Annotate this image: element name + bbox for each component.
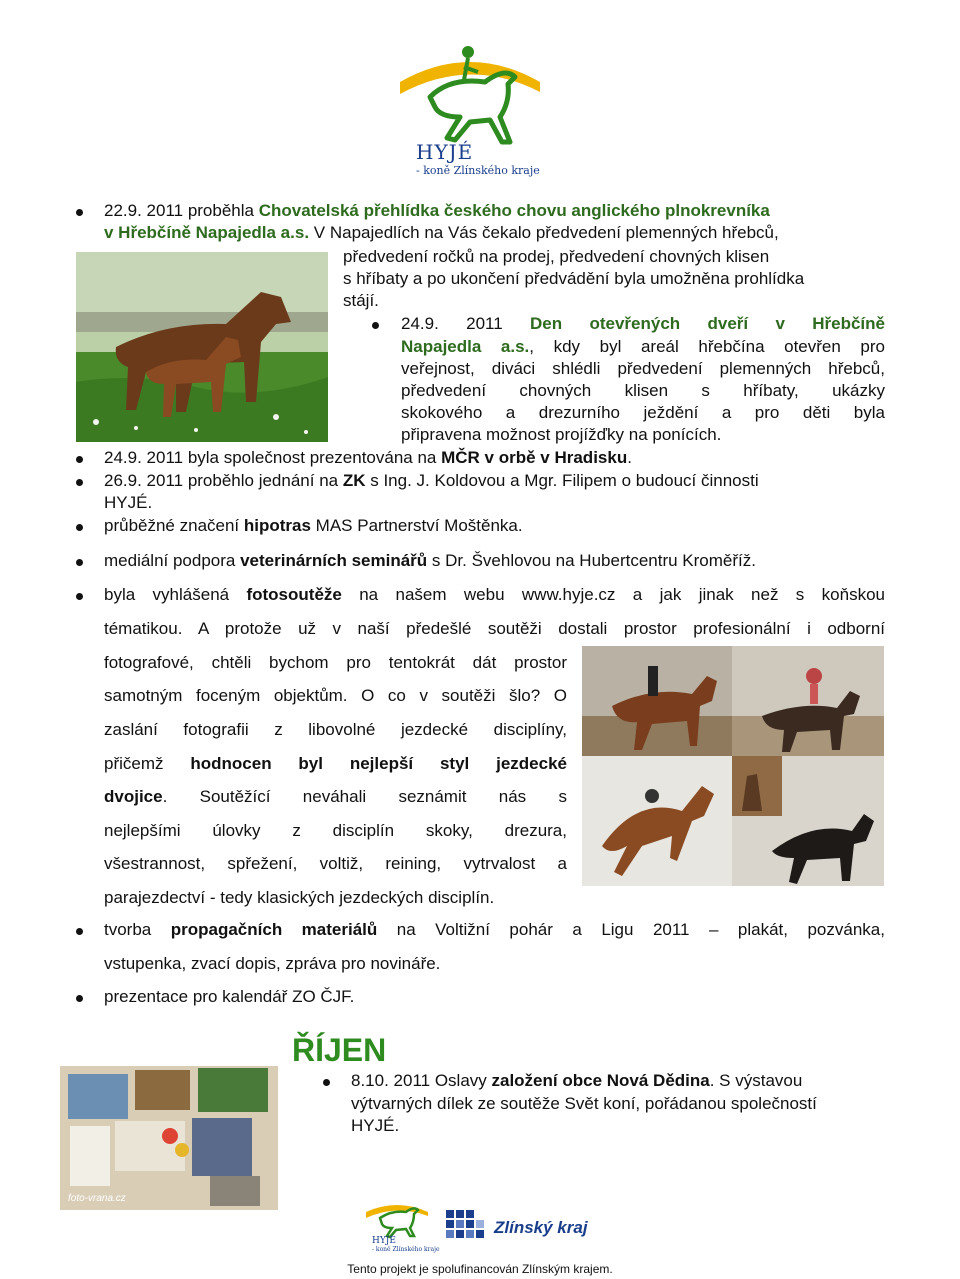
footer-hyje-tagline: - koně Zlínského kraje bbox=[372, 1246, 440, 1253]
item-veterinarni: mediální podpora veterinárních seminářů s Dr. Švehlovou na Hubertcentru Kroměříž. bbox=[104, 551, 756, 570]
bullet bbox=[76, 928, 83, 935]
bullet bbox=[323, 1079, 330, 1086]
hyje-logo bbox=[390, 22, 550, 182]
item-fotosoutez-line8: nejlepšími úlovky z disciplín skoky, drezura, bbox=[104, 821, 567, 840]
item-chovatelska-line3: předvedení ročků na prodej, předvedení chovných klisen bbox=[343, 247, 770, 266]
kraj-name: Zlínský kraj bbox=[494, 1218, 588, 1237]
item-chovatelska: 22.9. 2011 proběhla Chovatelská přehlídka českého chovu anglického plnokrevníka bbox=[104, 201, 770, 220]
item-den-otevrenych: 24.9. 2011 Den otevřených dveří v Hřebčíně bbox=[401, 314, 885, 333]
bullet bbox=[76, 209, 83, 216]
footer-hyje-logo bbox=[362, 1192, 440, 1256]
item-chovatelska-line2: v Hřebčíně Napajedla a.s. V Napajedlích na Vás čekalo předvedení plemenných hřebců, bbox=[104, 223, 779, 242]
item-propagacni-line2: vstupenka, zvací dopis, zpráva pro novináře. bbox=[104, 954, 441, 973]
item-jednani-zk: 26.9. 2011 proběhlo jednání na ZK s Ing. J. Koldovou a Mgr. Filipem o budoucí činnosti bbox=[104, 471, 759, 490]
item-den-otevrenych-line4: předvedení chovných klisen s hříbaty, ukázky bbox=[401, 381, 885, 400]
item-fotosoutez: byla vyhlášená fotosoutěže na našem webu www.hyje.cz a jak jinak než s koňskou bbox=[104, 585, 885, 604]
item-fotosoutez-line10: parajezdectví - tedy klasických jezdeckých disciplín. bbox=[104, 888, 495, 907]
item-den-otevrenych-line6: připravena možnost projížďky na ponících. bbox=[401, 425, 722, 444]
month-heading: ŘÍJEN bbox=[292, 1032, 387, 1068]
item-den-otevrenych-line5: skokového a drezurního ježdění a pro děti byla bbox=[401, 403, 885, 422]
bullet bbox=[76, 593, 83, 600]
bullet bbox=[372, 322, 379, 329]
logo-name: HYJÉ bbox=[416, 140, 474, 164]
horse-rider-icon bbox=[362, 1192, 432, 1240]
item-fotosoutez-line3: fotografové, chtěli bychom pro tentokrát dát prostor bbox=[104, 653, 567, 672]
competition-photo-collage bbox=[582, 646, 884, 886]
photo-watermark: foto-vrana.cz bbox=[68, 1193, 126, 1204]
footer-note: Tento projekt je spolufinancován Zlínským krajem. bbox=[347, 1262, 613, 1276]
zlinsky-kraj-logo bbox=[446, 1210, 606, 1250]
kraj-emblem-icon bbox=[446, 1210, 490, 1246]
item-jednani-zk-line2: HYJÉ. bbox=[104, 493, 153, 512]
item-oslavy: 8.10. 2011 Oslavy založení obce Nová Dědina. S výstavou bbox=[351, 1071, 803, 1090]
item-den-otevrenych-line2: Napajedla a.s., kdy byl areál hřebčína otevřen pro bbox=[401, 337, 885, 356]
item-fotosoutez-line2: tématikou. A protože už v naší předešlé soutěži dostali prostor profesionální i odborní bbox=[104, 619, 885, 638]
item-chovatelska-line5: stájí. bbox=[343, 291, 379, 310]
bullet bbox=[76, 456, 83, 463]
exhibition-photo bbox=[60, 1066, 278, 1210]
bullet bbox=[76, 479, 83, 486]
item-prezentace-kalendar: prezentace pro kalendář ZO ČJF. bbox=[104, 987, 355, 1006]
item-den-otevrenych-line3: veřejnost, diváci shlédli předvedení plemenných hřebců, bbox=[401, 359, 885, 378]
bullet bbox=[76, 995, 83, 1002]
item-hipotras: průběžné značení hipotras MAS Partnerství Moštěnka. bbox=[104, 516, 523, 535]
item-oslavy-line3: HYJÉ. bbox=[351, 1116, 400, 1135]
item-chovatelska-line4: s hříbaty a po ukončení předvádění byla umožněna prohlídka bbox=[343, 269, 805, 288]
item-fotosoutez-line5: zaslání fotografii z libovolné jezdecké disciplíny, bbox=[104, 720, 567, 739]
bullet bbox=[76, 559, 83, 566]
item-fotosoutez-line7: dvojice. Soutěžící neváhali seznámit nás s bbox=[104, 787, 567, 806]
mare-foal-photo bbox=[76, 252, 328, 442]
item-fotosoutez-line6: přičemž hodnocen byl nejlepší styl jezdecké bbox=[104, 754, 567, 773]
item-oslavy-line2: výtvarných dílek ze soutěže Svět koní, pořádanou společností bbox=[351, 1094, 817, 1113]
footer-hyje-name: HYJÉ bbox=[372, 1236, 396, 1246]
item-mcr-orba: 24.9. 2011 byla společnost prezentována na MČR v orbě v Hradisku. bbox=[104, 448, 632, 467]
item-propagacni: tvorba propagačních materiálů na Voltižní pohár a Ligu 2011 – plakát, pozvánka, bbox=[104, 920, 885, 939]
item-fotosoutez-line9: všestrannost, spřežení, voltiž, reining, vytrvalost a bbox=[104, 854, 567, 873]
logo-tagline: - koně Zlínského kraje bbox=[416, 164, 540, 177]
item-fotosoutez-line4: samotným foceným objektům. O co v soutěži šlo? O bbox=[104, 686, 567, 705]
bullet bbox=[76, 524, 83, 531]
